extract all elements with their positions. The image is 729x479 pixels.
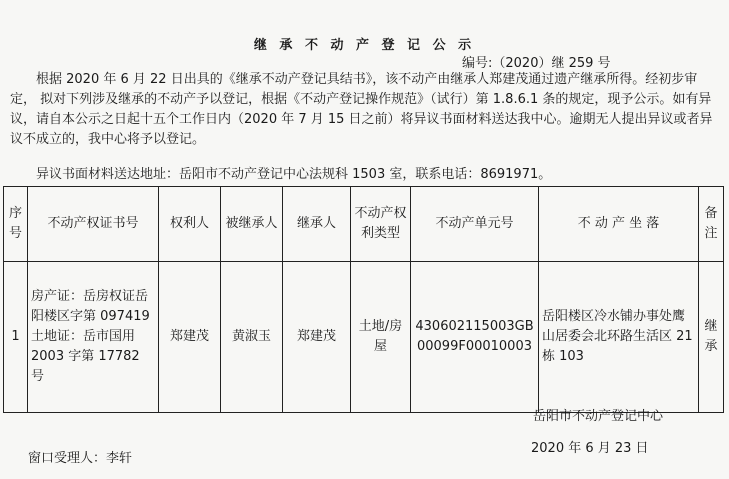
cell-location: 岳阳楼区冷水铺办事处鹰山居委会北环路生活区 21 栋 103 [539,262,699,413]
cell-note: 继承 [699,262,724,413]
cell-right-type: 土地/房屋 [351,262,411,413]
header-owner: 权利人 [159,187,221,262]
objection-address: 异议书面材料送达地址：岳阳市不动产登记中心法规科 1503 室，联系电话：8691971。 [36,167,552,182]
header-unit-no: 不动产单元号 [411,187,539,262]
receiver: 窗口受理人：李轩 [28,451,133,466]
issue-date: 2020 年 6 月 23 日 [531,441,649,456]
document-number: 编号:（2020）继 259 号 [462,56,611,71]
header-cert: 不动产权证书号 [28,187,159,262]
table-header-row [4,187,724,262]
cell-cert [28,262,159,413]
cell-decedent: 黄淑玉 [221,262,283,413]
header-seq: 序号 [4,187,28,262]
cell-owner: 郑建茂 [159,262,221,413]
table-row [4,262,724,413]
notice-body: 根据 2020 年 6 月 22 日出具的《继承不动产登记具结书》，该不动产由继承人郑建茂通过遗产继承所得。经初步审定， 拟对下列涉及继承的不动产予以登记，根据《不动产登记操作规范》（试行）第 1.8.6.1 条的规定，现予公示。如有异议，请自本公示之日起十五个工作日内（2020 年 7 月 15 日之前）将异议书面材料送达我中心。逾期无人提出异议或者异议不成立的，我中心将予以登记。 [10,72,713,147]
issuing-org: 岳阳市不动产登记中心 [533,409,664,424]
header-decedent: 被继承人 [221,187,283,262]
cert-house: 房产证：岳房权证岳阳楼区字第 097419 [31,289,150,324]
cert-land: 土地证：岳市国用 2003 字第 17782 号 [31,329,140,384]
property-table [3,186,724,413]
header-right-type: 不动产权利类型 [351,187,411,262]
header-location: 不 动 产 坐 落 [539,187,699,262]
header-heir: 继承人 [283,187,351,262]
cell-unit-no: 430602115003GB00099F00010003 [411,262,539,413]
cell-seq: 1 [4,262,28,413]
document-title: 继 承 不 动 产 登 记 公 示 [253,38,476,53]
header-note: 备注 [699,187,724,262]
cell-heir: 郑建茂 [283,262,351,413]
